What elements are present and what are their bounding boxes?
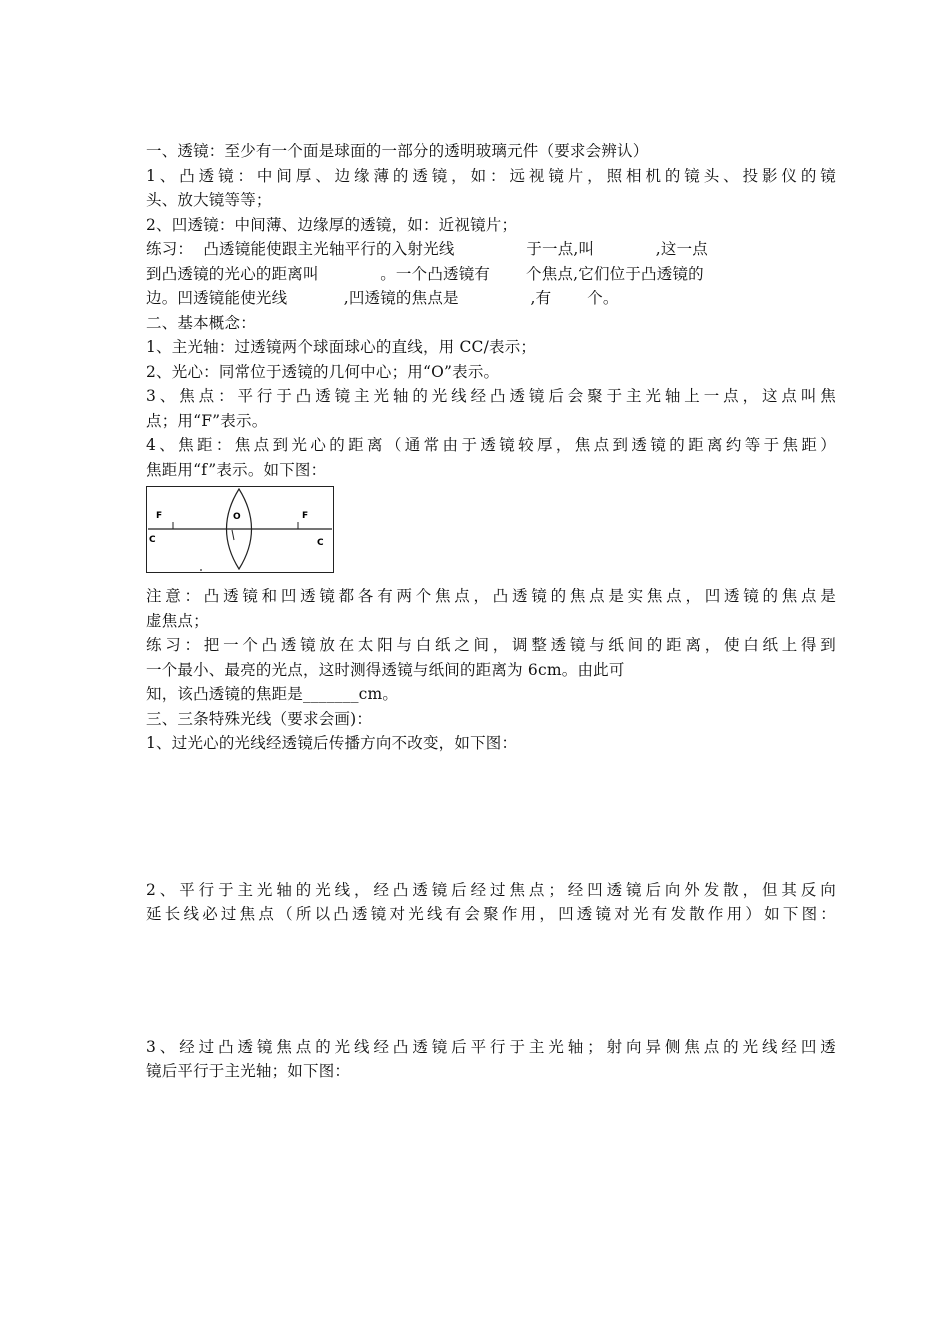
focus-definition-cont: 点；用“F”表示。 <box>146 411 268 430</box>
special-ray-2-line-2: 延长线必过焦点（所以凸透镜对光线有会聚作用，凹透镜对光有发散作用）如下图： <box>146 905 836 923</box>
convex-lens-diagram <box>146 486 334 574</box>
note-line-2: 虚焦点； <box>146 611 209 630</box>
label-c-right: C <box>317 538 324 548</box>
concave-lens-definition: 2、凹透镜：中间薄、边缘厚的透镜，如：近视镜片； <box>146 215 518 234</box>
principal-axis-definition: 1、主光轴：过透镜两个球面球心的直线，用 CC/表示； <box>146 338 537 356</box>
note-line-1: 注意：凸透镜和凹透镜都各有两个焦点，凸透镜的焦点是实焦点，凹透镜的焦点是 <box>146 587 836 605</box>
exercise-1-line-3: 边。凹透镜能使光线 ,凹透镜的焦点是 ,有 个。 <box>146 289 619 307</box>
exercise-2-line-3: 知，该凸透镜的焦距是_______cm。 <box>146 685 399 703</box>
special-ray-1: 1、过光心的光线经透镜后传播方向不改变，如下图： <box>146 734 518 752</box>
special-ray-2-line-1: 2、平行于主光轴的光线，经凸透镜后经过焦点；经凹透镜后向外发散，但其反向 <box>146 880 836 899</box>
convex-lens-definition: 1、凸透镜：中间厚、边缘薄的透镜，如：远视镜片，照相机的镜头、投影仪的镜 <box>146 166 836 185</box>
special-ray-3-line-1: 3、经过凸透镜焦点的光线经凸透镜后平行于主光轴；射向异侧焦点的光线经凹透 <box>146 1037 836 1056</box>
exercise-1-line-1: 练习： 凸透镜能使跟主光轴平行的入射光线 于一点,叫 ,这一点 <box>146 240 709 258</box>
label-o: O <box>233 512 241 522</box>
blank-drawing-area-2 <box>146 927 836 1035</box>
focal-length-definition-cont: 焦距用“f”表示。如下图： <box>146 460 327 479</box>
label-c-left: C <box>149 535 156 545</box>
section-2-heading: 二、基本概念： <box>146 313 256 332</box>
focus-definition: 3、焦点：平行于凸透镜主光轴的光线经凸透镜后会聚于主光轴上一点，这点叫焦 <box>146 387 836 405</box>
section-1-heading: 一、透镜：至少有一个面是球面的一部分的透明玻璃元件（要求会辨认） <box>146 142 649 160</box>
document-body <box>146 139 836 1084</box>
blank-drawing-area-1 <box>146 756 836 878</box>
label-f-left: F <box>156 511 163 521</box>
label-f-right: F <box>302 511 309 521</box>
exercise-2-line-2: 一个最小、最亮的光点，这时测得透镜与纸间的距离为 6cm。由此可 <box>146 660 625 679</box>
special-ray-3-line-2: 镜后平行于主光轴；如下图： <box>146 1062 351 1080</box>
optical-center-definition: 2、光心：同常位于透镜的几何中心；用“O”表示。 <box>146 362 500 381</box>
exercise-1-line-2: 到凸透镜的光心的距离叫 。一个凸透镜有 个焦点,它们位于凸透镜的 <box>146 264 704 283</box>
convex-lens-definition-cont: 头、放大镜等等； <box>146 191 272 209</box>
stray-dot <box>200 569 202 571</box>
exercise-2-line-1: 练习：把一个凸透镜放在太阳与白纸之间，调整透镜与纸间的距离，使白纸上得到 <box>146 636 836 654</box>
optical-center-mark <box>232 530 234 540</box>
section-3-heading: 三、三条特殊光线（要求会画)： <box>146 709 373 728</box>
focal-length-definition: 4、焦距：焦点到光心的距离（通常由于透镜较厚，焦点到透镜的距离约等于焦距） <box>146 436 836 454</box>
